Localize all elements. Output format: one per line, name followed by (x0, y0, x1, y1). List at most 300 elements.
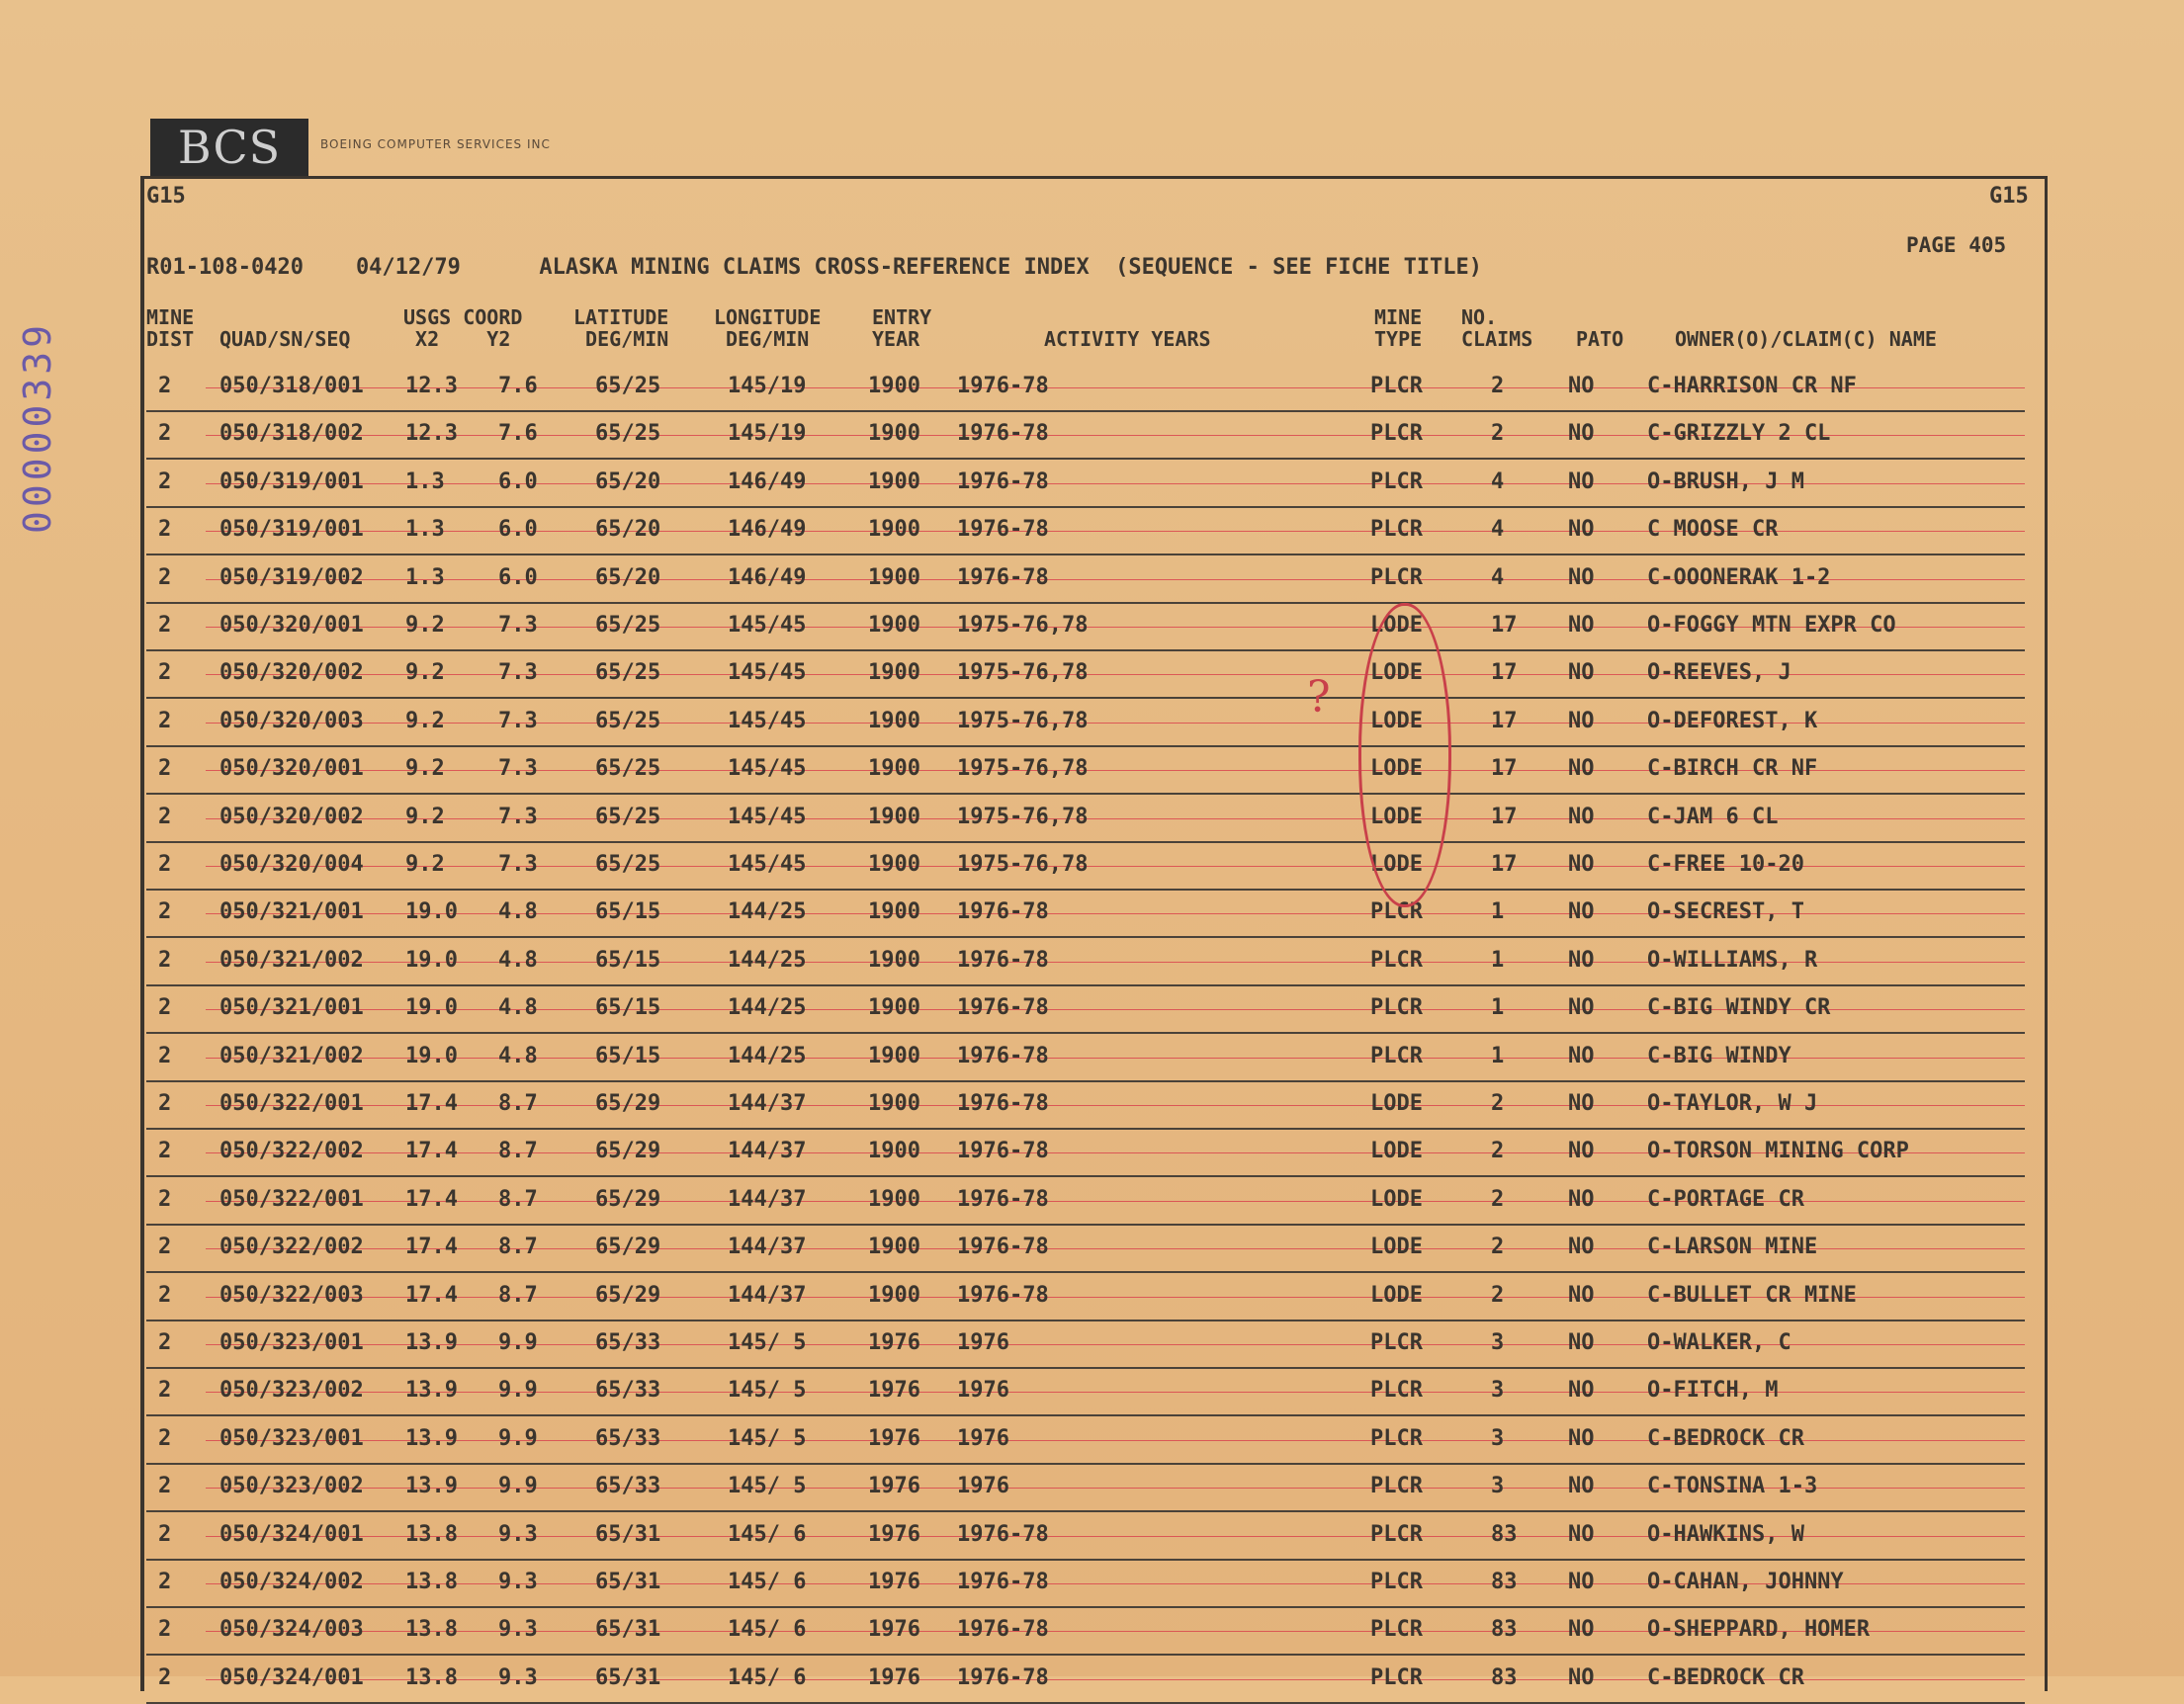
cell-lon: 145/ 5 (728, 1426, 807, 1451)
cell-pato: NO (1568, 899, 1595, 924)
table-row (146, 458, 2025, 508)
cell-type: LODE (1370, 1091, 1423, 1116)
cell-entry: 1976 (868, 1378, 920, 1403)
cell-dist: 2 (158, 1617, 172, 1642)
logo-text: BCS (177, 121, 282, 174)
table-row (146, 601, 2025, 651)
cell-claims: 83 (1491, 1570, 1518, 1594)
cell-dist: 2 (158, 1091, 172, 1116)
cell-type: LODE (1370, 613, 1423, 638)
col-activity-years: ACTIVITY YEARS (1044, 327, 1211, 351)
cell-lon: 146/49 (728, 565, 807, 590)
col-latitude: LATITUDE DEG/MIN (573, 305, 669, 351)
cell-y2: 8.7 (498, 1091, 538, 1116)
cell-pato: NO (1568, 374, 1595, 398)
cell-pato: NO (1568, 517, 1595, 542)
cell-entry: 1900 (868, 805, 920, 829)
cell-lat: 65/20 (595, 565, 661, 590)
cell-pato: NO (1568, 1426, 1595, 1451)
cell-entry: 1900 (868, 852, 920, 877)
cell-x2: 13.8 (405, 1522, 458, 1547)
report-header (146, 255, 1482, 280)
cell-type: PLCR (1370, 1474, 1423, 1498)
cell-pato: NO (1568, 1187, 1595, 1212)
cell-x2: 17.4 (405, 1235, 458, 1259)
cell-claims: 83 (1491, 1617, 1518, 1642)
cell-activity: 1975-76,78 (957, 852, 1089, 877)
cell-lat: 65/33 (595, 1378, 661, 1403)
cell-quad: 050/320/001 (219, 613, 364, 638)
cell-quad: 050/324/003 (219, 1617, 364, 1642)
cell-dist: 2 (158, 469, 172, 494)
cell-claims: 1 (1491, 1044, 1505, 1068)
cell-entry: 1900 (868, 565, 920, 590)
col-quad: QUAD/SN/SEQ (219, 327, 351, 351)
logo-subtitle: BOEING COMPUTER SERVICES INC (320, 137, 551, 151)
cell-type: PLCR (1370, 1570, 1423, 1594)
cell-quad: 050/319/001 (219, 517, 364, 542)
cell-type: PLCR (1370, 469, 1423, 494)
cell-dist: 2 (158, 1570, 172, 1594)
cell-pato: NO (1568, 1378, 1595, 1403)
cell-lon: 144/37 (728, 1187, 807, 1212)
cell-activity: 1976 (957, 1330, 1009, 1355)
cell-y2: 4.8 (498, 995, 538, 1020)
cell-y2: 9.3 (498, 1617, 538, 1642)
table-row (146, 840, 2025, 891)
cell-quad: 050/318/001 (219, 374, 364, 398)
cell-pato: NO (1568, 1044, 1595, 1068)
table-row (146, 1079, 2025, 1130)
cell-entry: 1900 (868, 899, 920, 924)
cell-claims: 3 (1491, 1426, 1505, 1451)
cell-claims: 2 (1491, 1139, 1505, 1163)
cell-activity: 1976-78 (957, 1091, 1049, 1116)
cell-lon: 145/45 (728, 805, 807, 829)
cell-claims: 3 (1491, 1330, 1505, 1355)
cell-pato: NO (1568, 613, 1595, 638)
table-row (146, 1032, 2025, 1082)
cell-entry: 1900 (868, 1283, 920, 1308)
cell-owner: O-REEVES, J (1647, 660, 1791, 685)
cell-claims: 2 (1491, 1235, 1505, 1259)
cell-type: LODE (1370, 1235, 1423, 1259)
cell-owner: O-TORSON MINING CORP (1647, 1139, 1909, 1163)
cell-owner: O-WALKER, C (1647, 1330, 1791, 1355)
cell-lon: 144/25 (728, 948, 807, 973)
cell-lon: 145/ 6 (728, 1570, 807, 1594)
cell-dist: 2 (158, 421, 172, 446)
cell-claims: 1 (1491, 948, 1505, 973)
cell-activity: 1976-78 (957, 565, 1049, 590)
cell-lat: 65/29 (595, 1235, 661, 1259)
cell-lon: 144/25 (728, 995, 807, 1020)
cell-lon: 144/37 (728, 1283, 807, 1308)
cell-lon: 145/45 (728, 756, 807, 781)
cell-x2: 19.0 (405, 1044, 458, 1068)
cell-owner: O-HAWKINS, W (1647, 1522, 1804, 1547)
cell-activity: 1976-78 (957, 1139, 1049, 1163)
cell-quad: 050/321/002 (219, 1044, 364, 1068)
cell-x2: 17.4 (405, 1091, 458, 1116)
cell-y2: 9.9 (498, 1330, 538, 1355)
cell-dist: 2 (158, 1187, 172, 1212)
table-row (146, 983, 2025, 1034)
cell-quad: 050/323/002 (219, 1378, 364, 1403)
cell-pato: NO (1568, 1617, 1595, 1642)
cell-y2: 9.3 (498, 1522, 538, 1547)
cell-y2: 8.7 (498, 1187, 538, 1212)
cell-y2: 9.9 (498, 1426, 538, 1451)
cell-pato: NO (1568, 805, 1595, 829)
cell-x2: 19.0 (405, 995, 458, 1020)
col-entry-year: ENTRY YEAR (872, 305, 932, 351)
cell-entry: 1976 (868, 1617, 920, 1642)
cell-x2: 12.3 (405, 374, 458, 398)
cell-activity: 1976 (957, 1426, 1009, 1451)
cell-lon: 145/45 (728, 613, 807, 638)
cell-type: PLCR (1370, 948, 1423, 973)
cell-entry: 1976 (868, 1474, 920, 1498)
cell-activity: 1976 (957, 1474, 1009, 1498)
cell-y2: 7.3 (498, 852, 538, 877)
bcs-logo (150, 119, 308, 176)
cell-lon: 145/45 (728, 709, 807, 733)
cell-lat: 65/25 (595, 613, 661, 638)
table-row (146, 1414, 2025, 1465)
cell-pato: NO (1568, 756, 1595, 781)
cell-x2: 13.9 (405, 1426, 458, 1451)
cell-quad: 050/319/001 (219, 469, 364, 494)
cell-claims: 2 (1491, 1187, 1505, 1212)
cell-dist: 2 (158, 1522, 172, 1547)
cell-y2: 7.6 (498, 374, 538, 398)
cell-entry: 1976 (868, 1570, 920, 1594)
cell-y2: 6.0 (498, 517, 538, 542)
table-row (146, 793, 2025, 843)
cell-claims: 17 (1491, 852, 1518, 877)
cell-y2: 7.3 (498, 660, 538, 685)
table-row (146, 744, 2025, 795)
cell-lon: 144/37 (728, 1091, 807, 1116)
cell-x2: 1.3 (405, 517, 445, 542)
cell-activity: 1976-78 (957, 899, 1049, 924)
cell-owner: C-TONSINA 1-3 (1647, 1474, 1818, 1498)
cell-y2: 8.7 (498, 1235, 538, 1259)
cell-x2: 13.8 (405, 1617, 458, 1642)
table-row (146, 936, 2025, 986)
cell-entry: 1900 (868, 948, 920, 973)
cell-x2: 17.4 (405, 1139, 458, 1163)
cell-x2: 12.3 (405, 421, 458, 446)
cell-claims: 1 (1491, 995, 1505, 1020)
cell-lat: 65/25 (595, 374, 661, 398)
cell-lon: 145/ 5 (728, 1378, 807, 1403)
cell-activity: 1976-78 (957, 1044, 1049, 1068)
handwritten-circle (1358, 603, 1451, 907)
cell-pato: NO (1568, 995, 1595, 1020)
cell-type: LODE (1370, 852, 1423, 877)
cell-entry: 1976 (868, 1665, 920, 1690)
cell-owner: C MOOSE CR (1647, 517, 1779, 542)
cell-dist: 2 (158, 1474, 172, 1498)
cell-dist: 2 (158, 374, 172, 398)
cell-lon: 144/25 (728, 899, 807, 924)
cell-activity: 1976-78 (957, 421, 1049, 446)
cell-owner: C-GRIZZLY 2 CL (1647, 421, 1831, 446)
cell-lon: 144/25 (728, 1044, 807, 1068)
cell-claims: 17 (1491, 660, 1518, 685)
cell-pato: NO (1568, 1139, 1595, 1163)
cell-x2: 9.2 (405, 709, 445, 733)
cell-lat: 65/25 (595, 756, 661, 781)
cell-claims: 4 (1491, 565, 1505, 590)
cell-dist: 2 (158, 1426, 172, 1451)
cell-dist: 2 (158, 1044, 172, 1068)
cell-owner: O-CAHAN, JOHNNY (1647, 1570, 1844, 1594)
table-row (146, 888, 2025, 938)
table-row (146, 648, 2025, 699)
cell-claims: 17 (1491, 709, 1518, 733)
cell-y2: 8.7 (498, 1139, 538, 1163)
cell-owner: O-TAYLOR, W J (1647, 1091, 1818, 1116)
cell-quad: 050/323/001 (219, 1426, 364, 1451)
cell-lat: 65/29 (595, 1187, 661, 1212)
cell-x2: 9.2 (405, 756, 445, 781)
cell-entry: 1976 (868, 1330, 920, 1355)
cell-pato: NO (1568, 1522, 1595, 1547)
cell-claims: 2 (1491, 421, 1505, 446)
table-row (146, 1605, 2025, 1656)
col-longitude: LONGITUDE DEG/MIN (714, 305, 822, 351)
cell-pato: NO (1568, 1283, 1595, 1308)
cell-dist: 2 (158, 1139, 172, 1163)
report-title: ALASKA MINING CLAIMS CROSS-REFERENCE INDEX (SEQUENCE - SEE FICHE TITLE) (539, 255, 1483, 280)
cell-quad: 050/321/002 (219, 948, 364, 973)
col-pato: PATO (1576, 327, 1624, 351)
cell-lat: 65/20 (595, 469, 661, 494)
cell-dist: 2 (158, 1378, 172, 1403)
cell-dist: 2 (158, 756, 172, 781)
stamp-text: 00000339 (16, 320, 59, 534)
cell-lat: 65/33 (595, 1474, 661, 1498)
cell-owner: C-BIG WINDY (1647, 1044, 1791, 1068)
cell-lon: 145/ 6 (728, 1617, 807, 1642)
cell-quad: 050/324/001 (219, 1665, 364, 1690)
form-code-left: G15 (146, 184, 186, 209)
cell-owner: O-WILLIAMS, R (1647, 948, 1818, 973)
cell-dist: 2 (158, 1283, 172, 1308)
cell-y2: 9.3 (498, 1570, 538, 1594)
cell-entry: 1900 (868, 613, 920, 638)
cell-pato: NO (1568, 660, 1595, 685)
cell-quad: 050/322/001 (219, 1091, 364, 1116)
cell-dist: 2 (158, 1665, 172, 1690)
cell-owner: C-BIRCH CR NF (1647, 756, 1818, 781)
cell-activity: 1976-78 (957, 995, 1049, 1020)
table-row (146, 1223, 2025, 1273)
cell-x2: 1.3 (405, 469, 445, 494)
cell-claims: 4 (1491, 469, 1505, 494)
cell-entry: 1976 (868, 1426, 920, 1451)
cell-dist: 2 (158, 517, 172, 542)
cell-dist: 2 (158, 613, 172, 638)
cell-pato: NO (1568, 421, 1595, 446)
cell-quad: 050/320/002 (219, 805, 364, 829)
cell-activity: 1976-78 (957, 374, 1049, 398)
handwritten-question-mark: ? (1307, 672, 1331, 723)
cell-type: PLCR (1370, 421, 1423, 446)
cell-lat: 65/31 (595, 1522, 661, 1547)
cell-y2: 7.3 (498, 805, 538, 829)
table-row (146, 1175, 2025, 1226)
cell-claims: 2 (1491, 1283, 1505, 1308)
cell-lon: 144/37 (728, 1235, 807, 1259)
cell-owner: O-FOGGY MTN EXPR CO (1647, 613, 1896, 638)
table-row (146, 1271, 2025, 1321)
cell-claims: 83 (1491, 1522, 1518, 1547)
cell-lat: 65/15 (595, 948, 661, 973)
cell-activity: 1975-76,78 (957, 756, 1089, 781)
cell-pato: NO (1568, 469, 1595, 494)
cell-lon: 144/37 (728, 1139, 807, 1163)
cell-x2: 13.9 (405, 1330, 458, 1355)
cell-pato: NO (1568, 948, 1595, 973)
cell-entry: 1900 (868, 517, 920, 542)
cell-entry: 1900 (868, 1139, 920, 1163)
cell-pato: NO (1568, 1235, 1595, 1259)
report-id: R01-108-0420 (146, 255, 304, 280)
cell-lon: 145/ 6 (728, 1522, 807, 1547)
cell-claims: 2 (1491, 374, 1505, 398)
cell-activity: 1976-78 (957, 1617, 1049, 1642)
form-code-right: G15 (1989, 184, 2029, 209)
cell-y2: 7.6 (498, 421, 538, 446)
cell-x2: 17.4 (405, 1283, 458, 1308)
cell-type: PLCR (1370, 1617, 1423, 1642)
cell-claims: 1 (1491, 899, 1505, 924)
cell-activity: 1976-78 (957, 1187, 1049, 1212)
cell-owner: C-BIG WINDY CR (1647, 995, 1831, 1020)
cell-type: PLCR (1370, 995, 1423, 1020)
cell-lon: 145/19 (728, 374, 807, 398)
cell-quad: 050/320/002 (219, 660, 364, 685)
cell-activity: 1975-76,78 (957, 613, 1089, 638)
cell-lat: 65/33 (595, 1426, 661, 1451)
cell-activity: 1976-78 (957, 517, 1049, 542)
cell-owner: C-LARSON MINE (1647, 1235, 1818, 1259)
table-row (146, 1127, 2025, 1177)
cell-claims: 3 (1491, 1474, 1505, 1498)
cell-entry: 1976 (868, 1522, 920, 1547)
cell-y2: 9.3 (498, 1665, 538, 1690)
cell-dist: 2 (158, 1235, 172, 1259)
cell-x2: 13.9 (405, 1378, 458, 1403)
cell-entry: 1900 (868, 756, 920, 781)
cell-owner: O-SECREST, T (1647, 899, 1804, 924)
cell-entry: 1900 (868, 1235, 920, 1259)
cell-x2: 9.2 (405, 613, 445, 638)
cell-quad: 050/321/001 (219, 899, 364, 924)
cell-activity: 1976-78 (957, 1665, 1049, 1690)
cell-owner: C-HARRISON CR NF (1647, 374, 1857, 398)
cell-dist: 2 (158, 948, 172, 973)
table-row (146, 1462, 2025, 1512)
cell-quad: 050/322/002 (219, 1235, 364, 1259)
cell-owner: O-DEFOREST, K (1647, 709, 1818, 733)
cell-lat: 65/31 (595, 1570, 661, 1594)
cell-lon: 146/49 (728, 517, 807, 542)
cell-activity: 1976-78 (957, 1235, 1049, 1259)
cell-type: PLCR (1370, 374, 1423, 398)
cell-type: PLCR (1370, 1426, 1423, 1451)
cell-quad: 050/323/002 (219, 1474, 364, 1498)
cell-quad: 050/322/002 (219, 1139, 364, 1163)
col-mine-dist: MINE DIST (146, 305, 195, 351)
cell-activity: 1975-76,78 (957, 805, 1089, 829)
cell-lon: 145/ 5 (728, 1474, 807, 1498)
cell-entry: 1900 (868, 660, 920, 685)
table-row (146, 409, 2025, 460)
table-row (146, 1510, 2025, 1561)
cell-quad: 050/320/004 (219, 852, 364, 877)
cell-type: LODE (1370, 805, 1423, 829)
table-row (146, 1558, 2025, 1608)
cell-owner: O-SHEPPARD, HOMER (1647, 1617, 1871, 1642)
cell-x2: 19.0 (405, 948, 458, 973)
cell-type: PLCR (1370, 1044, 1423, 1068)
cell-dist: 2 (158, 899, 172, 924)
cell-pato: NO (1568, 1091, 1595, 1116)
cell-claims: 2 (1491, 1091, 1505, 1116)
cell-type: PLCR (1370, 1665, 1423, 1690)
cell-dist: 2 (158, 805, 172, 829)
cell-type: LODE (1370, 1187, 1423, 1212)
cell-lat: 65/25 (595, 852, 661, 877)
cell-quad: 050/319/002 (219, 565, 364, 590)
cell-y2: 4.8 (498, 899, 538, 924)
cell-type: PLCR (1370, 1330, 1423, 1355)
table-row (146, 505, 2025, 555)
cell-lon: 145/45 (728, 660, 807, 685)
cell-owner: O-FITCH, M (1647, 1378, 1779, 1403)
cell-y2: 4.8 (498, 948, 538, 973)
cell-claims: 17 (1491, 756, 1518, 781)
cell-lat: 65/15 (595, 995, 661, 1020)
cell-lat: 65/29 (595, 1139, 661, 1163)
cell-activity: 1976-78 (957, 1522, 1049, 1547)
cell-owner: C-OOONERAK 1-2 (1647, 565, 1831, 590)
cell-entry: 1900 (868, 709, 920, 733)
cell-lon: 145/ 6 (728, 1665, 807, 1690)
cell-quad: 050/320/003 (219, 709, 364, 733)
cell-entry: 1900 (868, 1187, 920, 1212)
cell-claims: 17 (1491, 805, 1518, 829)
cell-owner: O-BRUSH, J M (1647, 469, 1804, 494)
cell-y2: 9.9 (498, 1474, 538, 1498)
cell-quad: 050/322/003 (219, 1283, 364, 1308)
cell-x2: 9.2 (405, 852, 445, 877)
cell-owner: C-FREE 10-20 (1647, 852, 1804, 877)
cell-lon: 145/19 (728, 421, 807, 446)
cell-dist: 2 (158, 565, 172, 590)
cell-pato: NO (1568, 709, 1595, 733)
cell-x2: 17.4 (405, 1187, 458, 1212)
cell-pato: NO (1568, 1474, 1595, 1498)
cell-y2: 9.9 (498, 1378, 538, 1403)
cell-type: PLCR (1370, 565, 1423, 590)
cell-activity: 1976-78 (957, 948, 1049, 973)
